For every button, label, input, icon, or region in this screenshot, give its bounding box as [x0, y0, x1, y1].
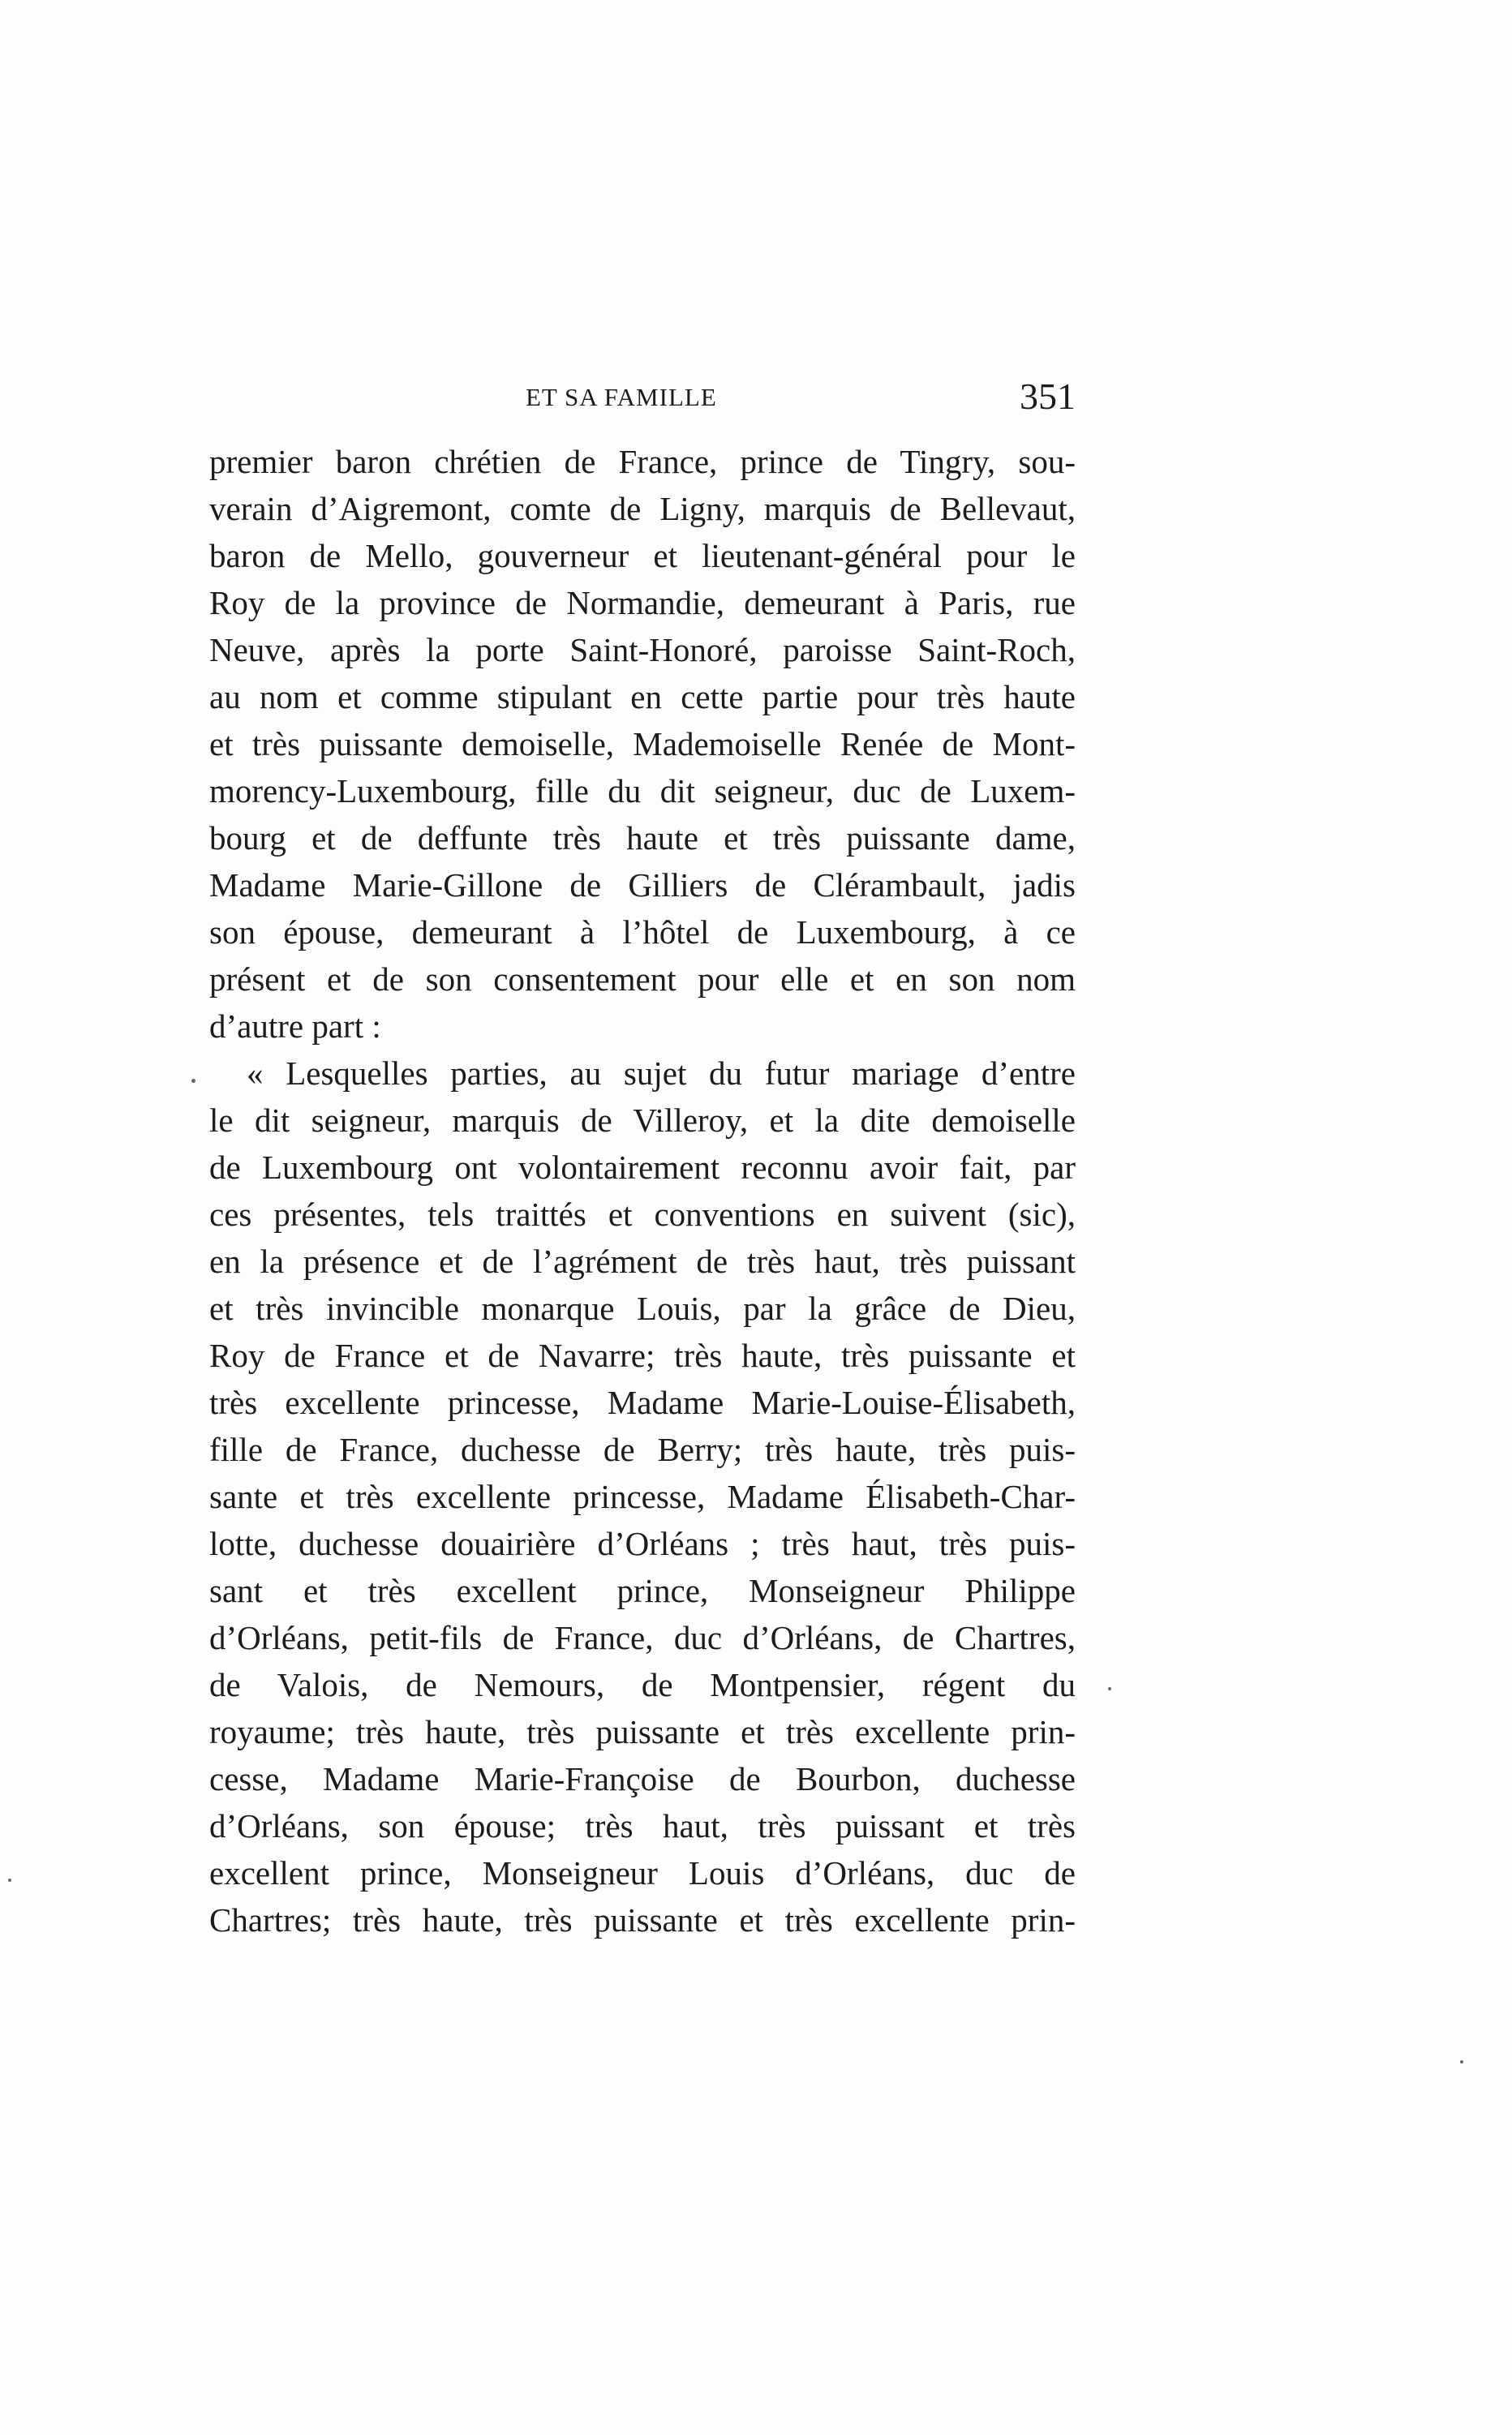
text-line: très excellente princesse, Madame Marie-Louise-Élisabeth,	[209, 1384, 1076, 1421]
running-head	[209, 375, 1076, 423]
text-line: son épouse, demeurant à l’hôtel de Luxembourg, à ce	[209, 913, 1076, 951]
text-line: présent et de son consentement pour elle et en son nom	[209, 960, 1076, 998]
text-line: morency-Luxembourg, fille du dit seigneur, duc de Luxem-	[209, 772, 1076, 810]
text-line: excellent prince, Monseigneur Louis d’Orléans, duc de	[209, 1854, 1076, 1892]
text-line: Chartres; très haute, très puissante et très excellente prin-	[209, 1901, 1076, 1939]
text-line: sante et très excellente princesse, Madame Élisabeth-Char-	[209, 1478, 1076, 1515]
text-line: premier baron chrétien de France, prince de Tingry, sou-	[209, 443, 1076, 480]
text-line: Roy de France et de Navarre; très haute, très puissante et	[209, 1337, 1076, 1374]
margin-speck	[191, 1079, 195, 1083]
text-line: de Luxembourg ont volontairement reconnu avoir fait, par	[209, 1149, 1076, 1186]
text-line: de Valois, de Nemours, de Montpensier, régent du	[209, 1666, 1076, 1703]
text-line: d’Orléans, son épouse; très haut, très puissant et très	[209, 1807, 1076, 1845]
text-line: baron de Mello, gouverneur et lieutenant-général pour le	[209, 537, 1076, 574]
text-line: verain d’Aigremont, comte de Ligny, marquis de Bellevaut,	[209, 490, 1076, 527]
text-line: lotte, duchesse douairière d’Orléans ; très haut, très puis-	[209, 1525, 1076, 1562]
text-line: bourg et de deffunte très haute et très puissante dame,	[209, 819, 1076, 857]
text-line: cesse, Madame Marie-Françoise de Bourbon, duchesse	[209, 1760, 1076, 1797]
text-line: le dit seigneur, marquis de Villeroy, et la dite demoiselle	[209, 1102, 1076, 1139]
text-line: Madame Marie-Gillone de Gilliers de Clérambault, jadis	[209, 866, 1076, 904]
text-line: fille de France, duchesse de Berry; très haute, très puis-	[209, 1431, 1076, 1468]
running-title: ET SA FAMILLE	[526, 383, 717, 411]
text-line: et très invincible monarque Louis, par la grâce de Dieu,	[209, 1290, 1076, 1327]
text-line: au nom et comme stipulant en cette partie pour très haute	[209, 678, 1076, 715]
text-line: Roy de la province de Normandie, demeurant à Paris, rue	[209, 584, 1076, 621]
text-line: royaume; très haute, très puissante et très excellente prin-	[209, 1713, 1076, 1750]
text-line: « Lesquelles parties, au sujet du futur mariage d’entre	[247, 1054, 1076, 1092]
margin-speck	[1108, 1687, 1111, 1690]
text-line: en la présence et de l’agrément de très haut, très puissant	[209, 1243, 1076, 1280]
text-line: et très puissante demoiselle, Mademoiselle Renée de Mont-	[209, 725, 1076, 762]
text-line: Neuve, après la porte Saint-Honoré, paroisse Saint-Roch,	[209, 631, 1076, 668]
body-text	[209, 438, 1076, 1943]
page-number: 351	[1020, 376, 1076, 417]
margin-speck	[8, 1879, 11, 1882]
text-line: d’autre part :	[209, 1007, 381, 1045]
margin-speck	[1460, 2060, 1463, 2064]
text-line: ces présentes, tels traittés et conventions en suivent (sic),	[209, 1196, 1076, 1233]
text-line: sant et très excellent prince, Monseigneur Philippe	[209, 1572, 1076, 1609]
text-line: d’Orléans, petit-fils de France, duc d’Orléans, de Chartres,	[209, 1619, 1076, 1656]
